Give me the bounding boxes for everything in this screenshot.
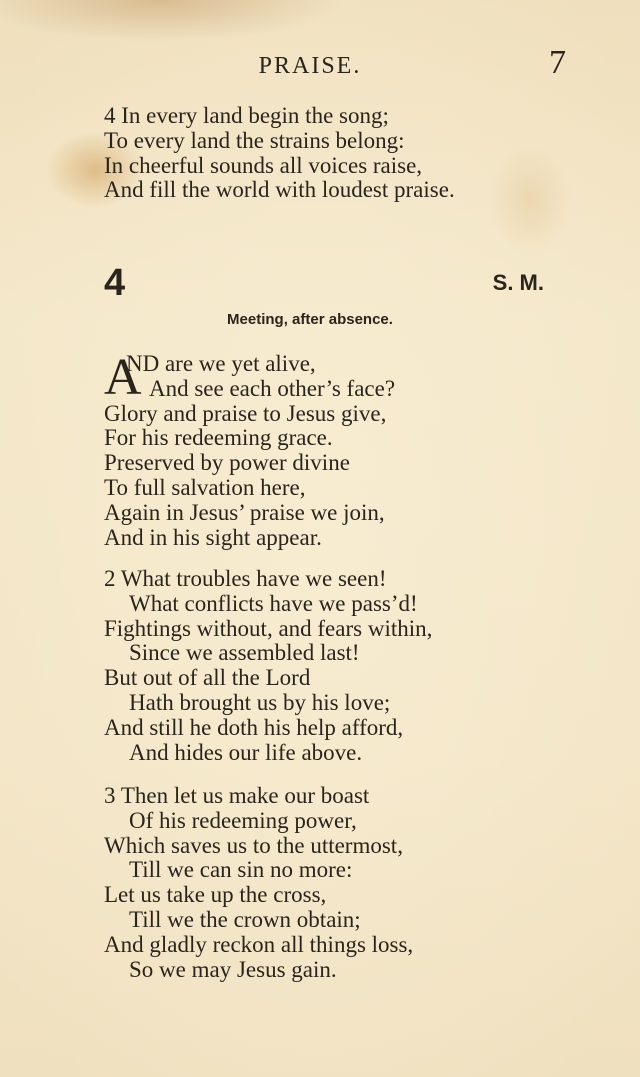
hymn-meter: S. M. [492,270,544,295]
verse-line: Again in Jesus’ praise we join, [104,499,385,525]
stanza-2 [104,567,432,765]
drop-cap: A [104,349,142,406]
verse-line: But out of all the Lord [104,665,311,691]
verse-line: 2 What troubles have we seen! [104,566,387,591]
verse-line: And in his sight appear. [104,524,322,550]
verse-line: Glory and praise to Jesus give, [104,400,387,426]
verse-line: Till we can sin no more: [129,857,353,883]
verse-line: For his redeeming grace. [104,425,333,451]
verse-line: To every land the strains belong: [104,127,405,153]
verse-line: 4 In every land begin the song; [104,103,389,128]
verse-line: And still he doth his help afford, [104,714,404,740]
verse-line: To full salvation here, [104,474,306,500]
hymn-subtitle: Meeting, after absence. [227,311,393,328]
verse-line: Let us take up the cross, [104,882,327,908]
page-number: 7 [549,44,566,81]
verse-line: And hides our life above. [129,739,363,765]
verse-line: 3 Then let us make our boast [104,783,370,808]
verse-line: Hath brought us by his love; [129,689,391,715]
hymn-number: 4 [104,262,126,304]
stanza-3 [104,784,413,982]
verse-line: Preserved by power divine [104,450,350,476]
stanza-1 [104,349,396,550]
verse-line: So we may Jesus gain. [129,956,337,982]
running-title: PRAISE. [258,53,362,79]
verse-line: What conflicts have we pass’d! [129,590,418,616]
verse-line: And gladly reckon all things loss, [104,931,414,957]
verse-line: Fightings without, and fears within, [104,615,433,641]
verse-line: Which saves us to the uttermost, [104,832,403,858]
verse-line: Of his redeeming power, [129,807,357,833]
previous-hymn-stanza [104,104,455,203]
verse-line: ND are we yet alive, [126,351,316,376]
verse-line: Since we assembled last! [129,640,360,666]
verse-line: In cheerful sounds all voices raise, [104,152,423,178]
verse-line: And see each other’s face? [149,375,396,401]
verse-line: And fill the world with loudest praise. [104,177,455,203]
verse-line: Till we the crown obtain; [129,906,361,932]
